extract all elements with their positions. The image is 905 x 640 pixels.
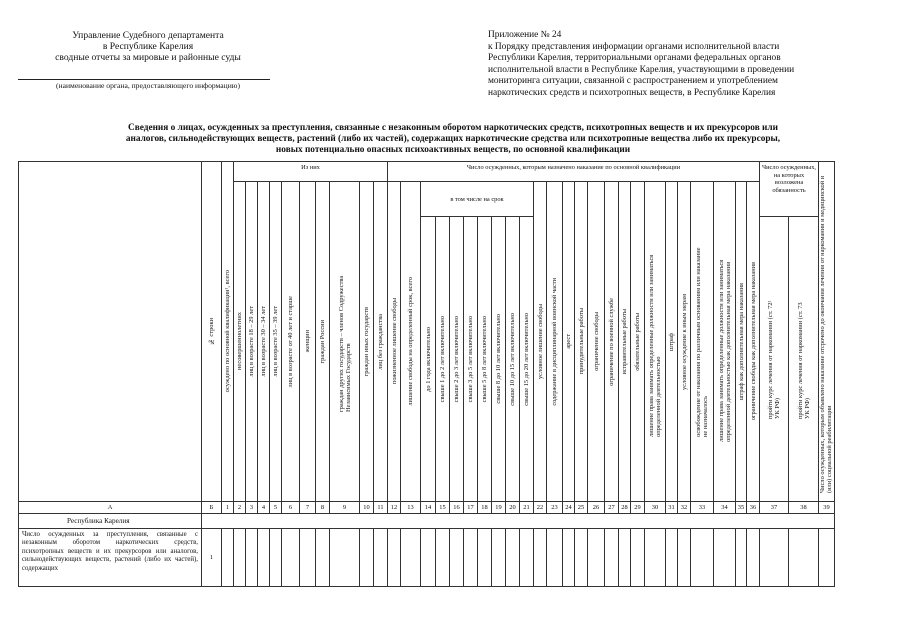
header-col bbox=[588, 182, 605, 502]
value-cell[interactable] bbox=[819, 529, 835, 587]
value-cell[interactable] bbox=[436, 529, 450, 587]
header-deferred bbox=[819, 162, 835, 502]
duties-group-header: Число осужденных, на которых возложена обязанность bbox=[760, 162, 819, 217]
additional-fine-header: штраф как дополнительная мера наказания bbox=[737, 282, 745, 401]
header-col bbox=[760, 217, 789, 502]
value-cell[interactable] bbox=[588, 529, 605, 587]
column-number: 7 bbox=[300, 502, 316, 514]
column-number: 15 bbox=[436, 502, 450, 514]
header-col bbox=[492, 217, 506, 502]
fine-header: штраф bbox=[668, 332, 675, 351]
column-number: Б bbox=[202, 502, 222, 514]
column-number: 17 bbox=[464, 502, 478, 514]
stateless-header: лиц без гражданства bbox=[377, 313, 384, 370]
column-number: 28 bbox=[619, 502, 631, 514]
column-number: 16 bbox=[450, 502, 464, 514]
title-line: новых потенциально опасных психоактивных веществ, по основной квалификации bbox=[275, 145, 631, 155]
column-number: 37 bbox=[760, 502, 789, 514]
cis-citizens-header: граждан других государств – членов Содружества Независимых Государств bbox=[337, 275, 352, 412]
value-cell[interactable] bbox=[478, 529, 492, 587]
region-row bbox=[19, 514, 835, 529]
column-number: 5 bbox=[270, 502, 282, 514]
military-service-restriction-header: ограничение по военной службе bbox=[608, 297, 615, 386]
column-number: 9 bbox=[330, 502, 360, 514]
column-number: 32 bbox=[678, 502, 691, 514]
value-cell[interactable] bbox=[234, 529, 246, 587]
header-col bbox=[575, 182, 588, 502]
value-cell[interactable] bbox=[631, 529, 645, 587]
value-cell[interactable] bbox=[450, 529, 464, 587]
column-number: 30 bbox=[645, 502, 666, 514]
value-cell[interactable] bbox=[563, 529, 575, 587]
value-cell[interactable] bbox=[619, 529, 631, 587]
value-cell[interactable] bbox=[330, 529, 360, 587]
value-cell[interactable] bbox=[714, 529, 736, 587]
organization-line: в Республике Карелия bbox=[102, 41, 194, 52]
deferred-treatment-header: Число осужденных, которым объявлено наказание отсрочено до окончания лечения от наркомании и медицинской и (или) социальной реабилитации bbox=[819, 175, 833, 493]
value-cell[interactable] bbox=[506, 529, 520, 587]
term-8-10-header: свыше 8 до 10 лет включительно bbox=[495, 314, 502, 404]
forced-labor-header: принудительные работы bbox=[577, 308, 585, 375]
conditional-other-measures-header: условное осуждение к иным мерам bbox=[680, 293, 688, 390]
row-description: Число осужденных за преступления, связанные с незаконным оборотом наркотических средств, психотропных веществ и их прекурсоров или аналогов, сильнодействующих веществ, растений (либо их частей), содержащих bbox=[19, 529, 202, 587]
column-number: 33 bbox=[691, 502, 714, 514]
column-number: 19 bbox=[492, 502, 506, 514]
value-cell[interactable] bbox=[300, 529, 316, 587]
russian-citizens-header: граждан России bbox=[319, 319, 326, 364]
value-cell[interactable] bbox=[222, 529, 234, 587]
value-cell[interactable] bbox=[520, 529, 534, 587]
value-cell[interactable] bbox=[316, 529, 330, 587]
value-cell[interactable] bbox=[258, 529, 270, 587]
header-col bbox=[534, 182, 547, 502]
row-number-header: № строки bbox=[208, 317, 215, 346]
header-col bbox=[450, 217, 464, 502]
column-number: 26 bbox=[588, 502, 605, 514]
header-col bbox=[736, 182, 747, 502]
value-cell[interactable] bbox=[492, 529, 506, 587]
column-number: 11 bbox=[374, 502, 388, 514]
header-row-number bbox=[202, 162, 222, 502]
term-3-5-header: свыше 3 до 5 лет включительно bbox=[467, 315, 474, 403]
of-them-group-header: Из них bbox=[234, 162, 388, 182]
header-col bbox=[316, 182, 330, 502]
column-number: 18 bbox=[478, 502, 492, 514]
term-5-8-header: свыше 5 до 8 лет включительно bbox=[481, 315, 488, 403]
appendix-block bbox=[488, 30, 888, 100]
header-col bbox=[478, 217, 492, 502]
header-col bbox=[666, 182, 678, 502]
header-total bbox=[222, 162, 234, 502]
value-cell[interactable] bbox=[747, 529, 760, 587]
header-col bbox=[246, 182, 258, 502]
minors-header: несовершеннолетних bbox=[236, 312, 243, 371]
appendix-line: исполнительной власти в Республике Карелия, участвующими в проведении bbox=[488, 64, 795, 75]
value-cell[interactable] bbox=[374, 529, 388, 587]
restriction-of-freedom-header: ограничение свободы bbox=[592, 312, 600, 371]
header-col bbox=[270, 182, 282, 502]
column-number: 23 bbox=[547, 502, 563, 514]
value-cell[interactable] bbox=[360, 529, 374, 587]
organization-name bbox=[18, 30, 278, 63]
total-convicted-header: осуждено по основной квалификации¹, всего bbox=[224, 270, 231, 393]
organization-caption: (наименование органа, предоставляющего информацию) bbox=[55, 81, 241, 90]
header-col bbox=[388, 182, 401, 502]
age-35-39-header: лиц в возрасте 35 – 39 лет bbox=[272, 306, 279, 377]
correctional-labor-header: исправительные работы bbox=[621, 308, 628, 375]
header-col bbox=[464, 217, 478, 502]
region-row-fill bbox=[202, 514, 835, 529]
column-number: А bbox=[19, 502, 202, 514]
release-from-punishment-header: освобождение от наказания по различным основаниям или наказание не назначалось bbox=[695, 247, 709, 437]
organization-underline bbox=[18, 79, 270, 80]
column-number: 6 bbox=[282, 502, 300, 514]
column-number: 10 bbox=[360, 502, 374, 514]
value-cell[interactable] bbox=[547, 529, 563, 587]
header-col bbox=[421, 217, 436, 502]
header-col bbox=[330, 182, 360, 502]
column-number: 31 bbox=[666, 502, 678, 514]
appendix-number: Приложение № 24 bbox=[488, 30, 562, 40]
column-number: 35 bbox=[736, 502, 747, 514]
term-15-20-header: свыше 15 до 20 лет включительно bbox=[523, 312, 530, 406]
column-number: 8 bbox=[316, 502, 330, 514]
age-30-34-header: лиц в возрасте 30 – 34 лет bbox=[260, 306, 267, 377]
punishment-group-header: Число осужденных, которым назначено наказание по основной квалификации bbox=[388, 162, 760, 182]
value-cell[interactable] bbox=[691, 529, 714, 587]
value-cell[interactable] bbox=[421, 529, 436, 587]
value-cell[interactable] bbox=[736, 529, 747, 587]
term-2-3-header: свыше 2 до 3 лет включительно bbox=[453, 315, 460, 403]
header-col bbox=[789, 217, 819, 502]
header-col bbox=[631, 182, 645, 502]
appendix-line: наркотических средств и психотропных веществ, в Республике Карелия bbox=[488, 87, 776, 98]
header-col bbox=[563, 182, 575, 502]
column-number: 3 bbox=[246, 502, 258, 514]
column-number: 39 bbox=[819, 502, 835, 514]
value-cell[interactable] bbox=[464, 529, 478, 587]
column-number: 34 bbox=[714, 502, 736, 514]
header-col bbox=[282, 182, 300, 502]
organization-line: сводные отчеты за мировые и районные суды bbox=[55, 52, 241, 63]
column-number: 25 bbox=[575, 502, 588, 514]
column-number: 38 bbox=[789, 502, 819, 514]
life-imprisonment-header: пожизненное лишение свободы bbox=[390, 298, 398, 385]
title-line: Сведения о лицах, осужденных за преступления, связанные с незаконным оборотом наркотических средств, психотропных веществ и их прекурсоров или bbox=[128, 123, 778, 133]
column-number: 24 bbox=[563, 502, 575, 514]
term-1-2-header: свыше 1 до 2 лет включительно bbox=[439, 315, 446, 403]
header-col bbox=[747, 182, 760, 502]
value-cell[interactable] bbox=[760, 529, 789, 587]
header-col bbox=[605, 182, 619, 502]
additional-restriction-header: ограничение свободы как дополнительная мера наказания bbox=[749, 262, 757, 421]
column-number: 29 bbox=[631, 502, 645, 514]
appendix-line: к Порядку представления информации органами исполнительной власти bbox=[488, 41, 780, 52]
arrest-header: арест bbox=[565, 334, 572, 349]
value-cell[interactable] bbox=[534, 529, 547, 587]
additional-deprivation-header: лишение права занимать определенные должности или заниматься определенной деятельностью как дополнительная мера наказания bbox=[717, 259, 732, 442]
appendix-line: Республики Карелия, территориальными органами федеральных органов bbox=[488, 53, 781, 64]
title-line: аналогов, сильнодействующих веществ, растений (либо их частей), содержащих наркотические средства или психотропные вещества либо их прекурсоры, bbox=[125, 134, 781, 144]
row-number: 1 bbox=[202, 529, 222, 587]
report-form-table bbox=[18, 161, 835, 587]
age-40-plus-header: лиц в возрасте от 40 лет и старше bbox=[287, 295, 294, 388]
header-col bbox=[374, 182, 388, 502]
header-col bbox=[234, 182, 246, 502]
term-10-15-header: свыше 10 до 15 лет включительно bbox=[509, 312, 516, 406]
value-cell[interactable] bbox=[678, 529, 691, 587]
column-number: 1 bbox=[222, 502, 234, 514]
compulsory-labor-header: обязательные работы bbox=[634, 312, 641, 371]
suspended-sentence-header: условное лишение свободы bbox=[536, 303, 544, 379]
header-col bbox=[360, 182, 374, 502]
column-number: 12 bbox=[388, 502, 401, 514]
header-col bbox=[436, 217, 450, 502]
value-cell[interactable] bbox=[645, 529, 666, 587]
women-header: женщин bbox=[304, 330, 311, 353]
value-cell[interactable] bbox=[246, 529, 258, 587]
value-cell[interactable] bbox=[282, 529, 300, 587]
term-up-to-1-header: до 1 года включительно bbox=[424, 326, 432, 392]
column-number: 27 bbox=[605, 502, 619, 514]
value-cell[interactable] bbox=[575, 529, 588, 587]
header-col bbox=[401, 182, 421, 502]
column-numbering-row bbox=[19, 502, 835, 514]
value-cell[interactable] bbox=[270, 529, 282, 587]
value-cell[interactable] bbox=[789, 529, 819, 587]
column-number: 4 bbox=[258, 502, 270, 514]
column-number: 13 bbox=[401, 502, 421, 514]
header-col bbox=[506, 217, 520, 502]
column-number: 2 bbox=[234, 502, 246, 514]
header-col bbox=[678, 182, 691, 502]
header-col bbox=[547, 182, 563, 502]
age-18-29-header: лиц в возрасте 18 – 29 лет bbox=[248, 306, 255, 377]
header-col bbox=[619, 182, 631, 502]
column-number: 20 bbox=[506, 502, 520, 514]
header-col bbox=[691, 182, 714, 502]
header-col bbox=[714, 182, 736, 502]
value-cell[interactable] bbox=[605, 529, 619, 587]
header-blank-cell bbox=[19, 162, 202, 502]
disciplinary-unit-header: содержание в дисциплинарной воинской части bbox=[551, 277, 558, 406]
header-col bbox=[645, 182, 666, 502]
deprivation-of-right-header: лишение права занимать определенные должности или заниматься определенной деятельностью bbox=[648, 254, 662, 437]
fixed-term-imprisonment-header: лишение свободы на определенный срок, всего bbox=[407, 277, 414, 406]
column-number: 21 bbox=[520, 502, 534, 514]
document-title bbox=[8, 123, 898, 156]
appendix-line: мониторинга ситуации, связанной с распространением и употреблением bbox=[488, 76, 778, 87]
value-cell[interactable] bbox=[401, 529, 421, 587]
region-name: Республика Карелия bbox=[19, 514, 202, 529]
column-number: 36 bbox=[747, 502, 760, 514]
organization-line: Управление Судебного департамента bbox=[72, 30, 224, 41]
value-cell[interactable] bbox=[666, 529, 678, 587]
column-number: 14 bbox=[421, 502, 436, 514]
treatment-73-header: пройти курс лечения от наркомании (ст. 73 УК РФ) bbox=[796, 302, 811, 419]
term-group-header: в том числе на срок bbox=[421, 182, 534, 217]
other-citizens-header: граждан иных государств bbox=[363, 306, 370, 377]
column-number: 22 bbox=[534, 502, 547, 514]
header-col bbox=[258, 182, 270, 502]
header-col bbox=[300, 182, 316, 502]
value-cell[interactable] bbox=[388, 529, 401, 587]
header-col bbox=[520, 217, 534, 502]
data-row bbox=[19, 529, 835, 587]
treatment-72-header: пройти курс лечения от наркомании (ст. 72¹ УК РФ) bbox=[767, 300, 781, 419]
